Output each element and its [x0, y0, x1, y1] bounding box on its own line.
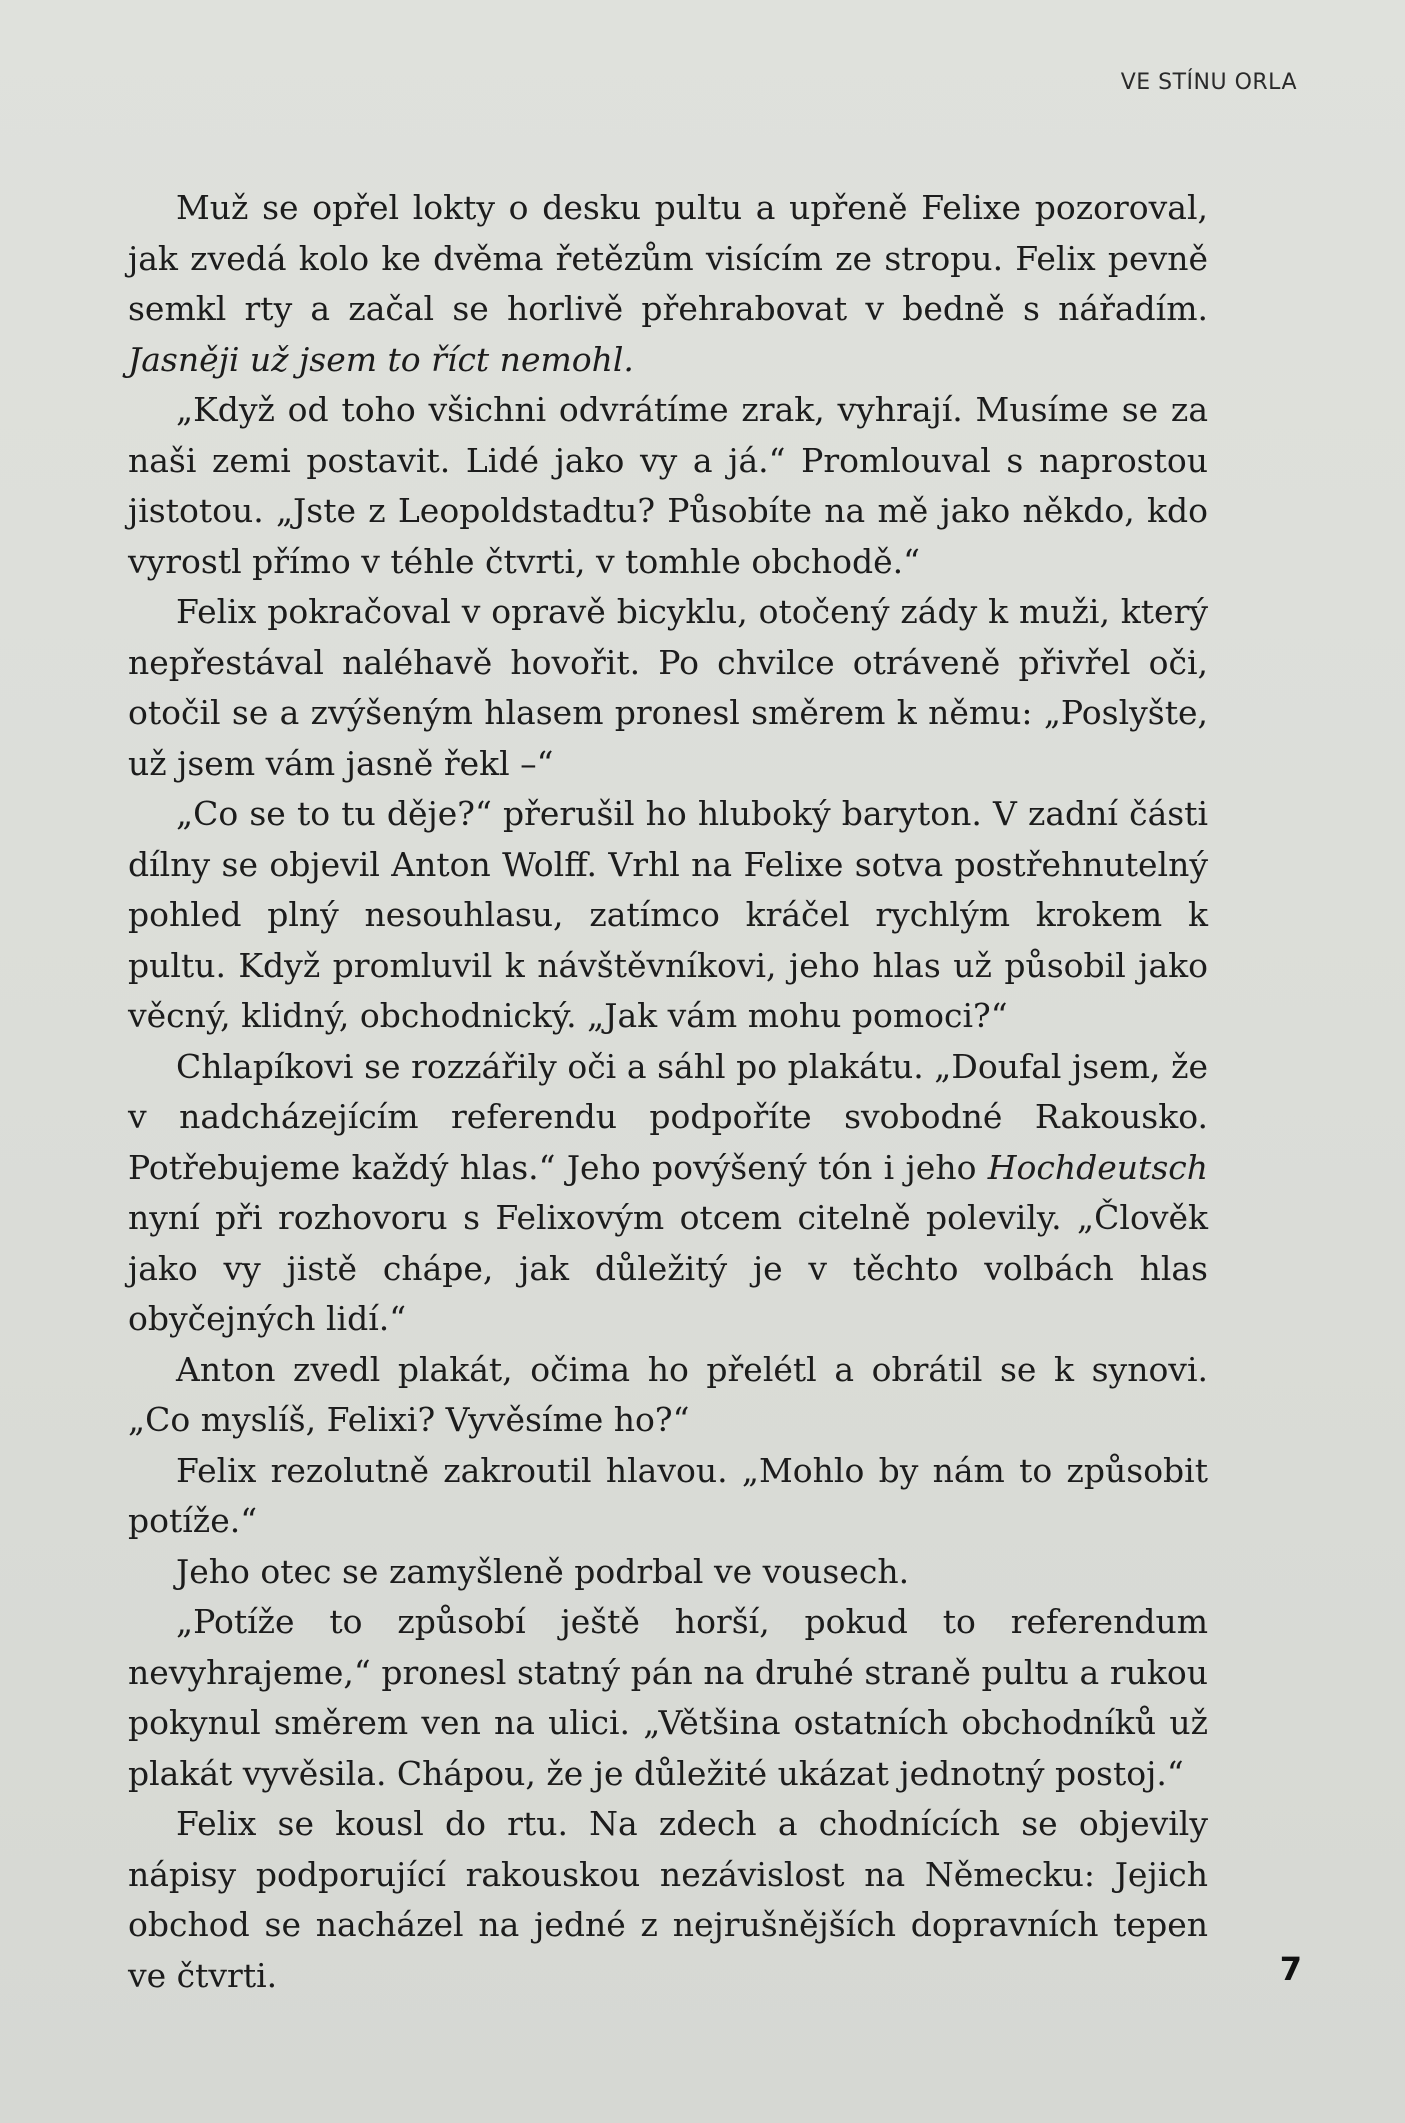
paragraph-text: Anton zvedl plakát, očima ho přelétl a obrátil se k synovi. „Co myslíš, Felixi? Vyvěsíme ho?“ [128, 1349, 1208, 1439]
paragraph-text: „Co se to tu děje?“ přerušil ho hluboký baryton. V zadní části dílny se objevil Anton Wolff. Vrhl na Felixe sotva postřehnutelný pohled plný nesouhlasu, zatímco kráčel rychlým krokem k pultu. Když promluvil k návštěvníkovi, jeho hlas už působil jako věcný, klidný, obchodnický. „Jak vám mohu pomoci?“ [128, 794, 1208, 1035]
paragraph [128, 1799, 1208, 2001]
paragraph [128, 1547, 1208, 1598]
paragraph [128, 789, 1208, 1042]
paragraph-text: Felix se kousl do rtu. Na zdech a chodnících se objevily nápisy podporující rakouskou nezávislost na Německu: Jejich obchod se nacházel na jedné z nejrušnějších dopravních tepen ve čtvrti. [128, 1804, 1208, 1995]
paragraph-italic: Jasněji už jsem to říct nemohl. [128, 339, 634, 379]
paragraph-text: Felix pokračoval v opravě bicyklu, otočený zády k muži, který nepřestával naléhavě hovořit. Po chvilce otráveně přivřel oči, otočil se a zvýšeným hlasem pronesl směrem k němu: „Poslyšte, už jsem vám jasně řekl –“ [128, 592, 1208, 783]
paragraph-text: „Potíže to způsobí ještě horší, pokud to referendum nevyhrajeme,“ pronesl statný pán na druhé straně pultu a rukou pokynul směrem ven na ulici. „Většina ostatních obchodníků už plakát vyvěsila. Chápou, že je důležité ukázat jednotný postoj.“ [128, 1602, 1208, 1793]
paragraph-italic: Hochdeutsch [987, 1147, 1208, 1187]
paragraph-text: Muž se opřel lokty o desku pultu a upřeně Felixe pozoroval, jak zvedá kolo ke dvěma řetězům visícím ze stropu. Felix pevně semkl rty a začal se horlivě přehrabovat v bedně s nářadím. [128, 188, 1208, 328]
paragraph [128, 1597, 1208, 1799]
paragraph-text: Felix rezolutně zakroutil hlavou. „Mohlo by nám to způsobit potíže.“ [128, 1450, 1208, 1540]
paragraph [128, 1446, 1208, 1547]
paragraph-text: „Když od toho všichni odvrátíme zrak, vyhrají. Musíme se za naši zemi postavit. Lidé jako vy a já.“ Promlouval s naprostou jistotou. „Jste z Leopoldstadtu? Působíte na mě jako někdo, kdo vyrostl přímo v téhle čtvrti, v tomhle obchodě.“ [128, 390, 1208, 581]
paragraph [128, 385, 1208, 587]
paragraph-text: Chlapíkovi se rozzářily oči a sáhl po plakátu. „Doufal jsem, že v nadcházejícím referendu podpoříte svobodné Rakousko. Potřebujeme každý hlas.“ Jeho povýšený tón i jeho [128, 1046, 1208, 1187]
paragraph [128, 1345, 1208, 1446]
page-number: 7 [1279, 1950, 1302, 1988]
paragraph [128, 587, 1208, 789]
paragraph [128, 1042, 1208, 1345]
running-header: VE STÍNU ORLA [1120, 70, 1297, 95]
paragraph-text: Jeho otec se zamyšleně podrbal ve vousech. [176, 1551, 910, 1591]
body-text [128, 183, 1208, 2001]
paragraph [128, 183, 1208, 385]
paragraph-text: nyní při rozhovoru s Felixovým otcem citelně polevily. „Člověk jako vy jistě chápe, jak důležitý je v těchto volbách hlas obyčejných lidí.“ [128, 1198, 1208, 1338]
